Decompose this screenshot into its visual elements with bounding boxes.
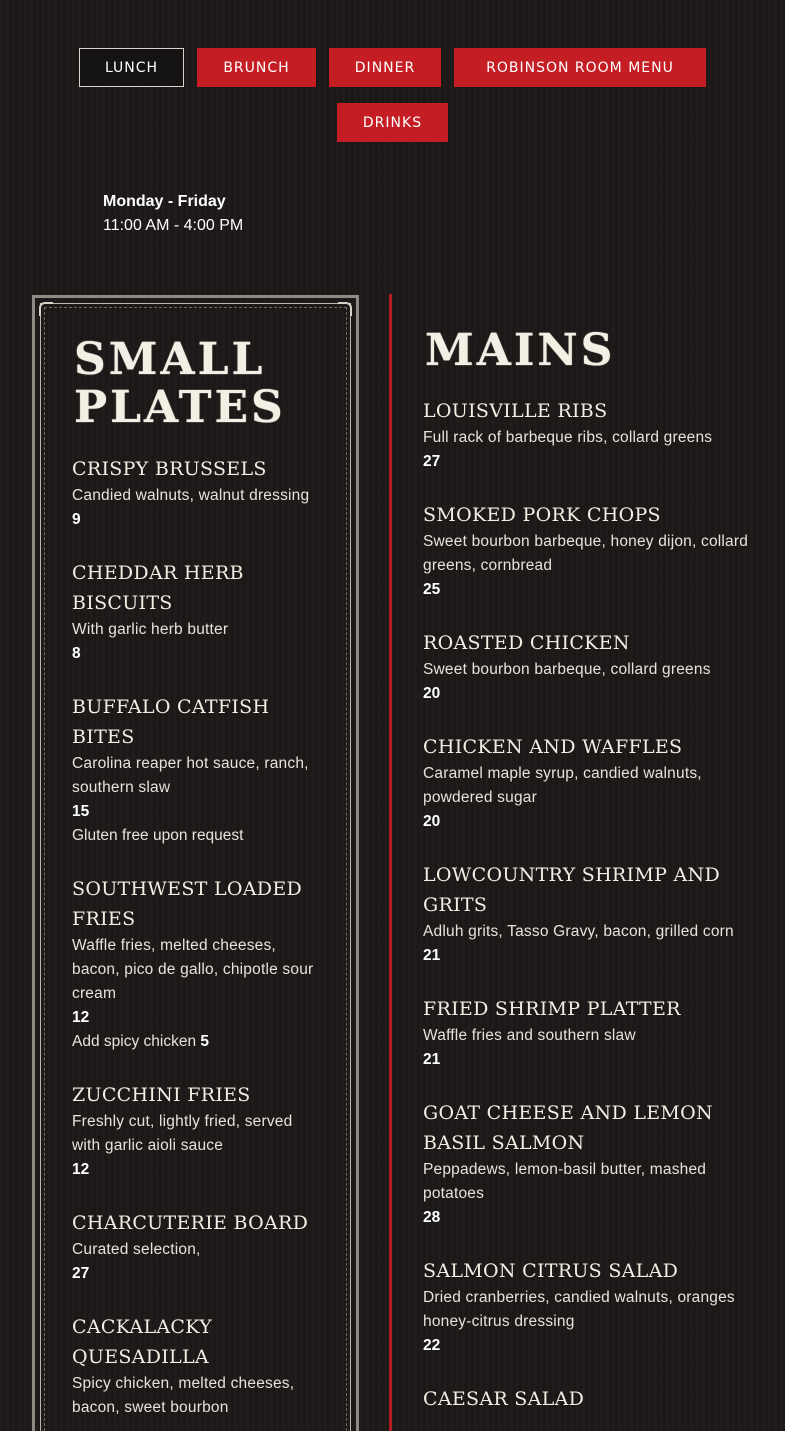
menu-item-description: Carolina reaper hot sauce, ranch, southern slaw — [72, 755, 309, 796]
small-plates-title-line1: SMALL — [74, 334, 266, 385]
menu-item-price: 20 — [423, 813, 441, 830]
menu-item-name: CHARCUTERIE BOARD — [72, 1212, 309, 1234]
menu-item-description: Waffle fries, melted cheeses, bacon, pico de gallo, chipotle sour cream — [72, 937, 314, 1002]
hours-block — [103, 190, 243, 238]
tab-drinks[interactable]: DRINKS — [337, 103, 448, 142]
menu-item-name: FRIED SHRIMP PLATTER — [423, 998, 681, 1020]
menu-item — [423, 732, 753, 834]
menu-item-description: With garlic herb butter — [72, 621, 229, 638]
menu-item-price: 25 — [423, 581, 441, 598]
mains-title: MAINS — [425, 325, 616, 376]
tab-brunch[interactable]: BRUNCH — [197, 48, 316, 87]
menu-item-price: 27 — [423, 453, 441, 470]
menu-item — [423, 1098, 753, 1230]
small-plates-list — [72, 454, 322, 1431]
frame-corner-ornament — [39, 302, 53, 316]
menu-item-description: Sweet bourbon barbeque, collard greens — [423, 661, 711, 678]
menu-item-name: CACKALACKY QUESADILLA — [72, 1316, 213, 1368]
menu-item — [72, 1080, 322, 1182]
menu-item-note-text: Add spicy chicken — [72, 1033, 197, 1050]
menu-item-description: Caramel maple syrup, candied walnuts, powdered sugar — [423, 765, 702, 806]
menu-item — [72, 692, 322, 848]
menu-item-price: 22 — [423, 1337, 441, 1354]
menu-item-name: BUFFALO CATFISH BITES — [72, 696, 270, 748]
menu-item-description: Dried cranberries, candied walnuts, oranges honey-citrus dressing — [423, 1289, 735, 1330]
menu-item-name: GOAT CHEESE AND LEMON BASIL SALMON — [423, 1102, 713, 1154]
menu-item-price: 15 — [72, 803, 90, 820]
menu-item — [72, 874, 322, 1054]
menu-item-name: CHICKEN AND WAFFLES — [423, 736, 683, 758]
menu-item-price: 12 — [72, 1009, 90, 1026]
tab-lunch[interactable]: LUNCH — [79, 48, 184, 87]
menu-item-price: 8 — [72, 645, 81, 662]
menu-item-name: CAESAR SALAD — [423, 1388, 585, 1410]
menu-item — [72, 454, 322, 532]
menu-item-description: Candied walnuts, walnut dressing — [72, 487, 310, 504]
menu-item-price: 21 — [423, 947, 441, 964]
small-plates-title-line2: PLATES — [74, 382, 286, 433]
menu-item-note-text: Gluten free upon request — [72, 827, 244, 844]
menu-item-description: Freshly cut, lightly fried, served with garlic aioli sauce — [72, 1113, 293, 1154]
menu-item-price: 27 — [72, 1265, 90, 1282]
menu-item-name: SMOKED PORK CHOPS — [423, 504, 661, 526]
small-plates-title — [74, 336, 286, 432]
menu-item-description: Peppadews, lemon-basil butter, mashed potatoes — [423, 1161, 707, 1202]
menu-item-description: Waffle fries and southern slaw — [423, 1027, 636, 1044]
menu-item-name: SOUTHWEST LOADED FRIES — [72, 878, 303, 930]
menu-item — [423, 994, 753, 1072]
menu-item — [72, 558, 322, 666]
menu-item — [423, 396, 753, 474]
menu-item-description: Sweet bourbon barbeque, honey dijon, collard greens, cornbread — [423, 533, 749, 574]
menu-item — [423, 1384, 753, 1414]
menu-item — [423, 500, 753, 602]
menu-item — [72, 1208, 322, 1286]
hours-time: 11:00 AM - 4:00 PM — [103, 217, 244, 234]
tab-dinner[interactable]: DINNER — [329, 48, 441, 87]
menu-item-note — [72, 824, 322, 848]
tab-robinson-room-menu[interactable]: ROBINSON ROOM MENU — [454, 48, 706, 87]
menu-item-description: Curated selection, — [72, 1241, 201, 1258]
menu-item-description: Spicy chicken, melted cheeses, bacon, sweet bourbon — [72, 1375, 295, 1416]
menu-item-price: 12 — [72, 1161, 90, 1178]
menu-item — [72, 1312, 322, 1420]
menu-item-name: CHEDDAR HERB BISCUITS — [72, 562, 244, 614]
menu-item-name: ZUCCHINI FRIES — [72, 1084, 251, 1106]
menu-item-price: 9 — [72, 511, 81, 528]
hours-days: Monday - Friday — [103, 193, 226, 210]
column-divider — [389, 294, 392, 1431]
menu-item-price: 20 — [423, 685, 441, 702]
menu-item — [423, 860, 753, 968]
mains-list — [423, 396, 753, 1431]
menu-item-name: CRISPY BRUSSELS — [72, 458, 267, 480]
menu-item — [423, 1256, 753, 1358]
menu-item — [423, 628, 753, 706]
menu-item-description: Adluh grits, Tasso Gravy, bacon, grilled corn — [423, 923, 734, 940]
menu-item-name: LOUISVILLE RIBS — [423, 400, 608, 422]
frame-corner-ornament — [338, 302, 352, 316]
menu-item-description: Full rack of barbeque ribs, collard greens — [423, 429, 713, 446]
menu-item-name: LOWCOUNTRY SHRIMP AND GRITS — [423, 864, 721, 916]
menu-item-note-price: 5 — [200, 1033, 209, 1050]
menu-item-name: ROASTED CHICKEN — [423, 632, 630, 654]
menu-item-price: 28 — [423, 1209, 441, 1226]
menu-item-name: SALMON CITRUS SALAD — [423, 1260, 679, 1282]
menu-item-price: 21 — [423, 1051, 441, 1068]
menu-item-note — [72, 1030, 322, 1054]
